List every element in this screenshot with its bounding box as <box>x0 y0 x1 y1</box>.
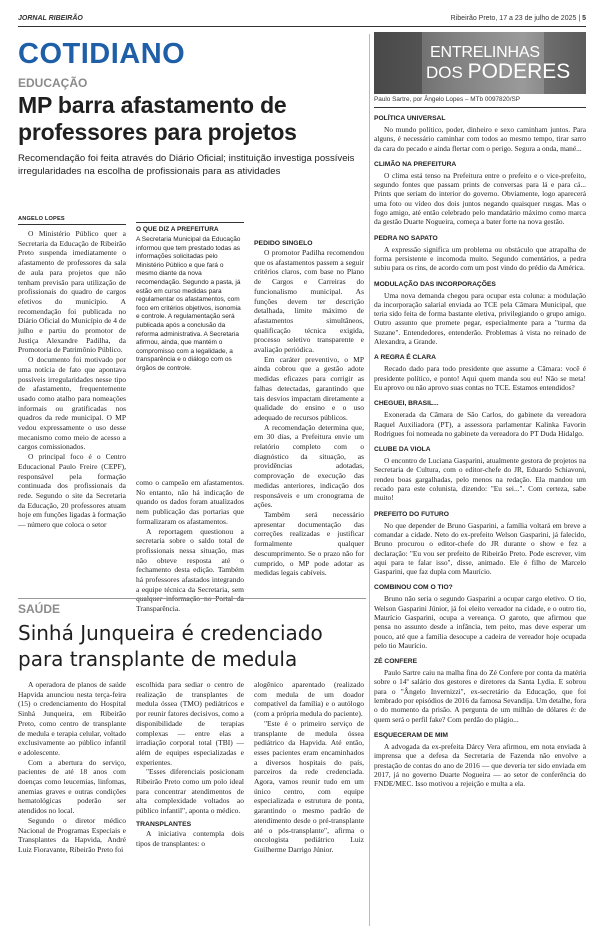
article1-column-2 <box>136 478 244 614</box>
column-credit: Paulo Sartre, por Ângelo Lopes – MTb 0097820/SP <box>374 96 521 103</box>
article1-headline: MP barra afastamento de professores para projetos <box>18 92 297 145</box>
article1-col1-text <box>18 229 126 530</box>
dateline: Ribeirão Preto, 17 a 23 de julho de 2025 <box>450 14 577 22</box>
paragraph: O promotor Padilha recomendou que os afastamentos passem a seguir critérios claros, com base no Plano de Cargos e Carreiras do funcionalismo municipal. As funções devem ter descrição detalhada, limite máximo de afastamentos simultâneos, qualificação técnica exigida, processo seletivo transparente e avaliação periódica. <box>254 248 364 355</box>
paragraph: Segundo o diretor médico Nacional de Programas Especiais e Transplantes da Hapvida, André Luiz Fioravante, Ribeirão Preto foi <box>18 815 126 854</box>
column-divider <box>369 34 370 926</box>
section-title: COTIDIANO <box>18 38 186 70</box>
banner-title-poderes: PODERES <box>467 60 571 83</box>
column-item <box>374 114 586 153</box>
article-divider <box>18 598 366 599</box>
paragraph: escolhida para sediar o centro de realização de transplantes de medula óssea (TMO) pediátricos e por reunir fatores decisivos, como a disponibilidade de terapias complexas — entre elas a irradiação corporal total (TBI) — além de equipes especializadas e experientes. <box>136 680 244 767</box>
item-title: CLIMÃO NA PREFEITURA <box>374 160 457 168</box>
column-item <box>374 731 586 788</box>
item-text: Recado dado para todo presidente que assume a Câmara: você é presidente político, e ponto! Aqui quem manda sou eu! Não se meta! Eu aprovo ou não aprovo suas contas no TCE. Estamos entendidos? <box>374 364 586 392</box>
item-text: Paulo Sartre caiu na malha fina do Zé Confere por conta da matéria sobre o 14º salário dos gestores e diretores da Santa Lydia. E sobrou para o "Ângelo Invernizzi", ex-secretário da Educação, que foi lembrado por episódios de 2016 da famosa Sevandija. Um detalhe, fora o do momento da prisão. A pergunta de um milhão de dólares é: de quem será o perfil fake? Com perdão do plágio... <box>374 668 586 724</box>
box-title: O QUE DIZ A PREFEITURA <box>136 226 219 233</box>
paragraph: alogênico aparentado (realizado com medula de um doador compatível da família) e o autólogo (com a própria medula do paciente). <box>254 680 364 719</box>
paragraph: O principal foco é o Centro Educacional Paulo Freire (CEPF), responsável pela formação continuada dos profissionais da rede. Segundo o site da Secretaria da Educação, 20 professores atuam hoje em funções ligadas à formação — número que coloca o setor <box>18 452 126 530</box>
page-header: JORNAL RIBEIRÃO Ribeirão Preto, 17 a 23 de julho de 2025 | 5 <box>18 14 586 22</box>
paragraph: Em caráter preventivo, o MP ainda cobrou que a gestão adote medidas eficazes para corrigir as falhas detectadas, garantindo que tais desvios impactam diretamente a qualidade do ensino e o uso adequado de recursos públicos. <box>254 354 364 422</box>
article1-column-3 <box>254 239 364 597</box>
item-title: MODULAÇÃO DAS INCORPORAÇÕES <box>374 280 496 288</box>
article1-column-1 <box>18 216 126 594</box>
item-title: CLUBE DA VIOLA <box>374 446 431 454</box>
item-text: Bruno não seria o segundo Gasparini a ocupar cargo eletivo. O tio, Welson Gasparini Júnior, já foi eleito vereador na cidade, e o outro tio, Maurício Gasparini, ocupa a vereança. O garoto, que afirmou que pensa no assunto desde a infância, tem peito, mas deve esperar um pouco, até que a família desocupe a cadeira de vereador hoje ocupada pelo tio Maurício. <box>374 594 586 650</box>
paragraph: O documento foi motivado por uma notícia de fato que apontava possíveis irregularidades nesse tipo de afastamento, frequentemente usado como atalho para nomeações informais ou gratificadas nos quadros da rede municipal. O MP vedou expressamente o uso desse mecanismo como meio de acesso a cargos comissionados. <box>18 355 126 452</box>
banner-title-line1: ENTRELINHAS <box>430 44 540 61</box>
byline: ANGELO LOPES <box>18 216 65 222</box>
column-banner <box>374 32 586 94</box>
paragraph: A iniciativa contempla dois tipos de transplantes: o <box>136 828 244 848</box>
column-item <box>374 583 586 650</box>
item-title: CHEGUEI, BRASIL... <box>374 400 439 408</box>
item-title: PEDRA NO SAPATO <box>374 234 438 242</box>
paragraph: A reportagem questionou a secretaria sobre o saldo total de profissionais nessa situação, mas não obteve resposta até o fechamento desta edição. Também há professores afastados integrando a equipe técnica da Secretaria, sem Transparência. <box>136 526 244 614</box>
prefeitura-sidebar-box <box>136 222 244 410</box>
item-title: ESQUECERAM DE MIM <box>374 731 448 739</box>
paragraph: "Este é o primeiro serviço de transplante de medula óssea pediátrico da Hapvida. Até então, esses pacientes eram encaminhados a diversos hospitais do país, parceiros da rede credenciada. Agora, vamos reunir tudo em um único centro, com equipe especializada e estrutura de ponta, garantindo o mesmo padrão de atendimento desde o pré-transplante até o pós-transplante", afirma o oncologista pediátrico Luiz Guilherme Darrigo Júnior. <box>254 718 364 854</box>
item-title: ZÉ CONFERE <box>374 658 418 666</box>
paragraph: como o campeão em afastamentos. No entanto, não há indicação de quando os dados foram atualizados nem publicação das portarias que formalizaram os afastamentos. <box>136 478 244 526</box>
item-text: No que depender de Bruno Gasparini, a família voltará em breve a comandar a cidade. Neto do ex-prefeito Welson Gasparini, já falecido, Bruno procurou o editor-chefe do JR durante o show e fez a declaração: "Eu vou ser prefeito de Ribeirão Preto. Pode escrever, vim aqui para te falar isso", disse, animado. Ele é filho de Marcelo Gasparini, que faz dupla com Maurício. <box>374 520 586 577</box>
newspaper-name: JORNAL RIBEIRÃO <box>18 14 83 22</box>
article2-column-3 <box>254 680 364 930</box>
item-text: O encontro de Luciana Gasparini, atualmente gestora de projetos na Secretaria de Cultura, com o editor-chefe do JR, Eduardo Schiavoni, rendeu boas gargalhadas, pelo menos na redação. Ela mandou um recado para este colunista, dizendo: "Eu sei...". Com certeza, sabe muito! <box>374 456 586 503</box>
byline-rule <box>18 224 126 225</box>
column-item <box>374 445 586 502</box>
article2-kicker: SAÚDE <box>18 602 61 616</box>
paragraph: A operadora de planos de saúde Hapvida anunciou nesta terça-feira (15) o credenciamento do Hospital Sinhá Junqueira, em Ribeirão Preto, como centro de transplante de medula e terapia celular, voltado exclusivamente ao público infantil e adolescente. <box>18 680 126 757</box>
paragraph: O Ministério Público quer a Secretaria da Educação de Ribeirão Preto suspenda imediatamente o afastamento de professores da sala de aula para projetos que não tenham previsão para utilização de profissionais do quadro de cargos efetivos do município. A recomendação foi publicada no Diário Oficial do Município de 4 de julho e partiu do promotor de Justiça Alexandre Padilha, da Promotoria de Patrimônio Público. <box>18 229 126 355</box>
item-title: COMBINOU COM O TIO? <box>374 584 453 592</box>
paragraph: A recomendação determina que, em 30 dias, a Prefeitura envie um relatório completo com o diagnóstico da situação, as providências adotadas, comprovação de execução das medidas anteriores, indicação dos responsáveis e um cronograma de ações. <box>254 422 364 510</box>
column-item <box>374 399 586 438</box>
article2-headline: Sinhá Junqueira é credenciado para transplante de medula <box>18 621 323 671</box>
column-item <box>374 160 586 227</box>
subhead-transplantes: TRANSPLANTES <box>136 820 192 828</box>
item-text: No mundo político, poder, dinheiro e sexo caminham juntos. Para alguns, é necessário caminhar com todos ao mesmo tempo, tirar sarro da cara do pecado e ainda flertar com o perigo. Segura a onda, mané... <box>374 125 586 153</box>
banner-title-dos: DOS <box>426 63 463 82</box>
subhead-pedido-singelo: PEDIDO SINGELO <box>254 240 313 247</box>
article1-deck: Recomendação foi feita através do Diário Oficial; instituição investiga possíveis irregularidades na escolha de profissionais para as atividades <box>18 153 355 177</box>
paragraph: Também será necessário apresentar documentação das correções realizadas e justificar formalmente qualquer descumprimento. Se o prazo não for cumprido, o MP pode adotar as medidas legais cabíveis. <box>254 509 364 578</box>
column-items <box>374 112 586 788</box>
column-item <box>374 510 586 577</box>
header-rule <box>18 26 586 27</box>
column-item <box>374 280 586 347</box>
column-item <box>374 234 586 273</box>
article2-column-1 <box>18 680 126 930</box>
page-number: 5 <box>582 14 586 22</box>
item-title: POLÍTICA UNIVERSAL <box>374 115 446 122</box>
item-text: A advogada da ex-prefeita Dárcy Vera afirmou, em nota enviada à imprensa que a defesa da Secretaria de Fazenda não envolve a prestação de contas do ano de 2016 — que deveria ter sido enviada em 2017, já no governo Duarte Nogueira — ao setor de conferência do FNDE/MEC. Isso motivou a rejeição e multa a ela. <box>374 741 586 789</box>
box-text: A Secretaria Municipal da Educação informou que tem prestado todas as informações solicitadas pelo Ministério Público e que fará o mesmo diante da nova recomendação. Segundo a pasta, já estão em curso medidas para regulamentar os afastamentos, com foco em critérios objetivos, isonomia e controle. A regulamentação será publicada após a conclusão da reforma administrativa. A Secretaria afirmou, ainda, que mantém o compromisso com a legalidade, a transparência e o diálogo com os órgãos de controle. <box>136 236 241 372</box>
opinion-column <box>374 32 586 930</box>
item-title: PREFEITO DO FUTURO <box>374 510 449 518</box>
item-title: A REGRA É CLARA <box>374 354 436 362</box>
item-text: Uma nova demanda chegou para ocupar esta coluna: a modulação da incorporação salarial enviada ao TCE pela Câmara Municipal, que teria sido feita de forma bastante eletiva, privilegiando o grupo amigo. Outro assunto que promete pegar, especialmente para a "turma da Suzane". Entendedores, entenderão. Problemas à vista no reinado de Alexandra, a Grande. <box>374 290 586 347</box>
paragraph: "Esses diferenciais posicionam Ribeirão Preto como um polo ideal para concentrar atendimentos de alta complexidade voltados ao público infantil", aponta o médico. <box>136 767 244 816</box>
main-content <box>18 32 366 930</box>
item-text: A expressão significa um problema ou obstáculo que atrapalha de forma persistente e incomoda muito. Segundo comentários, a pedra subiu para os rins, de acordo com um post vindo do prédio da América. <box>374 244 586 273</box>
item-text: O clima está tenso na Prefeitura entre o prefeito e o vice-prefeito, segundo fontes que passam prints de conversas para lá e para cá... Prints que seriam do interior do governo. Obviamente, logo aparecerá uma foto ou vídeo dos dois juntos negando quaisquer rusgas. Mas o fogo amigo, até então celebrado pelo mandatário máximo como marca da gestão Duarte Nogueira, começa a bater forte na nova gestão. <box>374 170 586 227</box>
article2-column-2 <box>136 680 244 930</box>
paragraph: Com a abertura do serviço, pacientes de até 18 anos com doenças como leucemias, linfomas, anemias graves e outras condições hematológicas poderão ser atendidos no local. <box>18 757 126 816</box>
item-text: Exonerada da Câmara de São Carlos, do gabinete da vereadora Raquel Auxiliadora (PT), a assessora parlamentar Kalinka Favorin Rodrigues foi nomeada no gabinete da vereadora do PT Duda Hidalgo. <box>374 410 586 438</box>
column-item <box>374 657 586 724</box>
article1-kicker: EDUCAÇÃO <box>18 76 88 90</box>
column-item <box>374 353 586 392</box>
